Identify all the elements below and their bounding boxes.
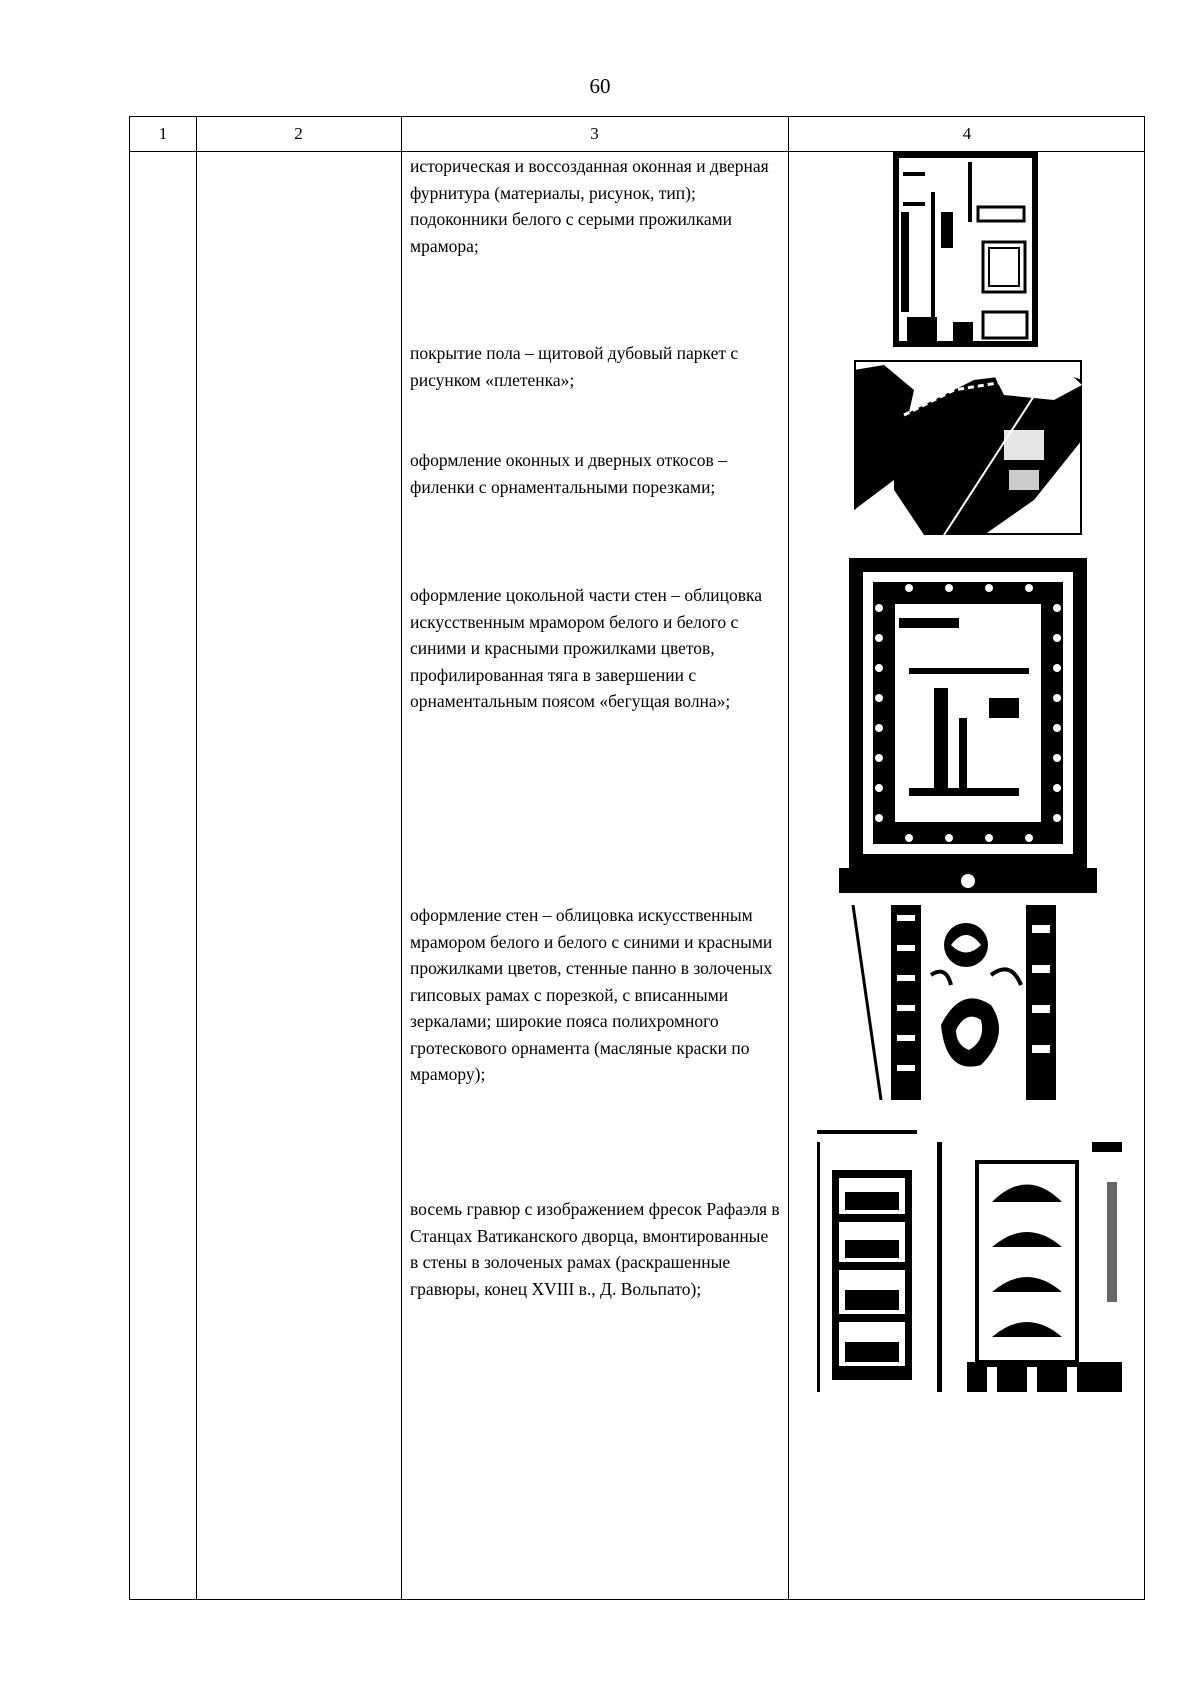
photo-framed-mirror-panel bbox=[839, 548, 1097, 893]
entry-text: покрытие пола – щитовой дубовый паркет с рисунком «плетенка»; bbox=[410, 343, 739, 390]
entry-walls bbox=[410, 902, 780, 1088]
entry-text: оформление стен – облицовка искусственным мрамором белого и белого с синими и красными прожилками цветов, стенные панно в золоченых гипсовых рамах с порезкой, с вписанными зеркалами; широкие пояса полихромного гротескового орнамента (масляные краски по мрамору); bbox=[410, 905, 773, 1084]
photo-volpato-engravings bbox=[817, 1122, 1122, 1392]
entry-engravings bbox=[410, 1196, 780, 1302]
entry-text: оформление цокольной части стен – облицовка искусственным мрамором белого и белого с синими и красными прожилками цветов, профилированная тяга в завершении с орнаментальным поясом «бегущая волна»; bbox=[410, 585, 763, 711]
photo-grotesque-ornament bbox=[851, 905, 1066, 1100]
entry-window-hardware bbox=[410, 153, 780, 259]
column-divider bbox=[196, 117, 197, 1599]
column-divider bbox=[401, 117, 402, 1599]
column-header-1: 1 bbox=[158, 124, 168, 143]
entry-floor bbox=[410, 340, 780, 393]
page-number: 60 bbox=[589, 74, 611, 98]
photo-window-hardware bbox=[893, 152, 1038, 347]
column-header-4: 4 bbox=[962, 124, 972, 143]
entry-text: подоконники белого с серыми прожилками мрамора; bbox=[410, 209, 733, 256]
column-divider bbox=[788, 117, 789, 1599]
photo-parquet-floor bbox=[854, 360, 1082, 535]
entry-text: восемь гравюр с изображением фресок Рафаэля в Станцах Ватиканского дворца, вмонтированные в стены в золоченых рамах (раскрашенные гравюры, конец XVIII в., Д. Вольпато); bbox=[410, 1199, 780, 1299]
entry-window-reveals bbox=[410, 447, 780, 500]
entry-plinth bbox=[410, 582, 780, 715]
column-header-3: 3 bbox=[590, 124, 599, 143]
column-header-2: 2 bbox=[294, 124, 303, 143]
entry-text: историческая и воссозданная оконная и дверная фурнитура (материалы, рисунок, тип); bbox=[410, 156, 769, 203]
entry-text: оформление оконных и дверных откосов – филенки с орнаментальными порезками; bbox=[410, 450, 727, 497]
